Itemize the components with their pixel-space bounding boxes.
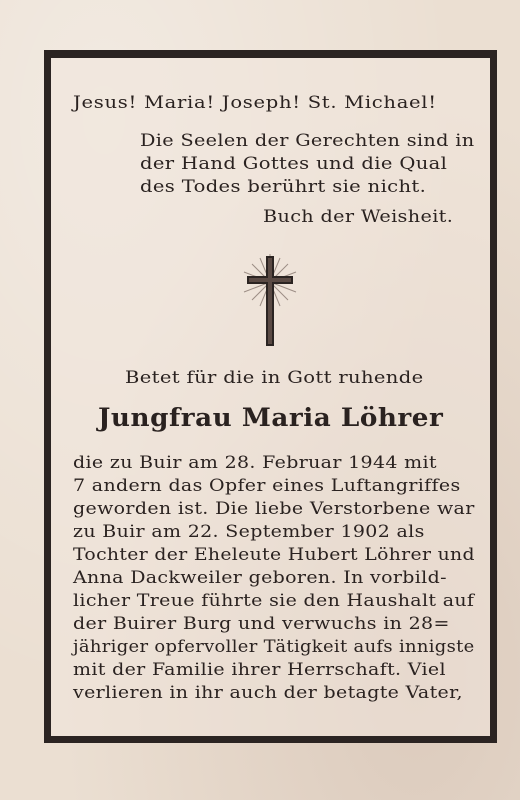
body-line: der Buirer Burg und verwuchs in 28= bbox=[73, 614, 450, 633]
intro-line: Betet für die in Gott ruhende bbox=[125, 368, 424, 388]
body-line: licher Treue führte sie den Haushalt auf bbox=[73, 591, 475, 610]
cross-icon bbox=[240, 252, 300, 348]
deceased-name: Jungfrau Maria Löhrer bbox=[98, 403, 444, 432]
body-line: 7 andern das Opfer eines Luftangriffes bbox=[73, 476, 461, 495]
body-line: jähriger opfervoller Tätigkeit aufs innigste bbox=[73, 637, 475, 656]
body-line: verlieren in ihr auch der betagte Vater, bbox=[73, 683, 463, 702]
quote-line: des Todes berührt sie nicht. bbox=[140, 177, 427, 197]
body-line: geworden ist. Die liebe Verstorbene war bbox=[73, 499, 475, 518]
invocation-heading: Jesus! Maria! Joseph! St. Michael! bbox=[73, 93, 437, 113]
body-line: die zu Buir am 28. Februar 1944 mit bbox=[73, 453, 437, 472]
quote-source: Buch der Weisheit. bbox=[263, 207, 454, 227]
body-line: Anna Dackweiler geboren. In vorbild- bbox=[73, 568, 447, 587]
body-line: zu Buir am 22. September 1902 als bbox=[73, 522, 425, 541]
body-line: Tochter der Eheleute Hubert Löhrer und bbox=[73, 545, 475, 564]
quote-line: der Hand Gottes und die Qual bbox=[140, 154, 448, 174]
quote-line: Die Seelen der Gerechten sind in bbox=[140, 131, 475, 151]
body-line: mit der Familie ihrer Herrschaft. Viel bbox=[73, 660, 446, 679]
